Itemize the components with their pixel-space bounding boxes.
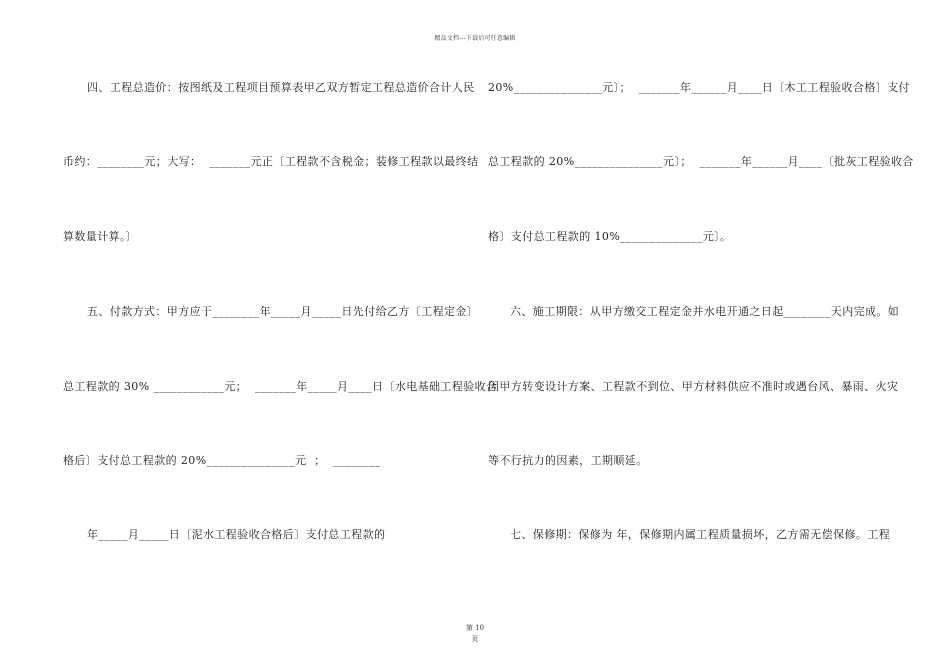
clause-5-line-3: 格后〕支付总工程款的 20%_______________元 ； ________ [63,454,381,467]
clause-4-line-3: 算数量计算。〕 [63,230,138,243]
clause-5-cont-line-2: 总工程款的 20%_______________元〕； _______年______月____〔批灰工程验收合 [488,155,914,168]
clause-6-line-1: 六、施工期限：从甲方缴交工程定金并水电开通之日起________天内完成。如 [510,305,900,318]
clause-4-line-2: 币约：________元；大写： _______元正〔工程款不含税金；装修工程款以最终结 [63,155,479,168]
clause-4-line-1: 四、工程总造价：按图纸及工程项目预算表甲乙双方暂定工程总造价合计人民 [87,81,475,94]
clause-6-line-3: 等不行抗力的因素，工期顺延。 [488,454,648,467]
page-number: 第 10 [465,624,485,632]
clause-6-line-2: 因甲方转变设计方案、工程款不到位、甲方材料供应不准时或遇台风、暴雨、火灾 [488,380,899,393]
clause-5-line-4: 年_____月_____日〔泥水工程验收合格后〕支付总工程款的 [87,528,386,541]
clause-5-cont-line-1: 20%_______________元〕； _______年______月____日〔木工工程验收合格〕支付 [488,81,910,94]
clause-5-line-2: 总工程款的 30% ____________元； _______年_____月____日〔水电基础工程验收合 [63,380,498,393]
page-number-suffix: 页 [471,635,479,643]
clause-5-line-1: 五、付款方式：甲方应于________年_____月_____日先付给乙方〔工程定金〕 [87,305,479,318]
page-header: 精品文档---下载后可任意编辑 [434,35,516,42]
clause-7-line-1: 七、保修期：保修为 年，保修期内属工程质量损坏，乙方需无偿保修。工程 [510,528,891,541]
clause-5-cont-line-3: 格〕支付总工程款的 10%______________元〕。 [488,230,732,243]
